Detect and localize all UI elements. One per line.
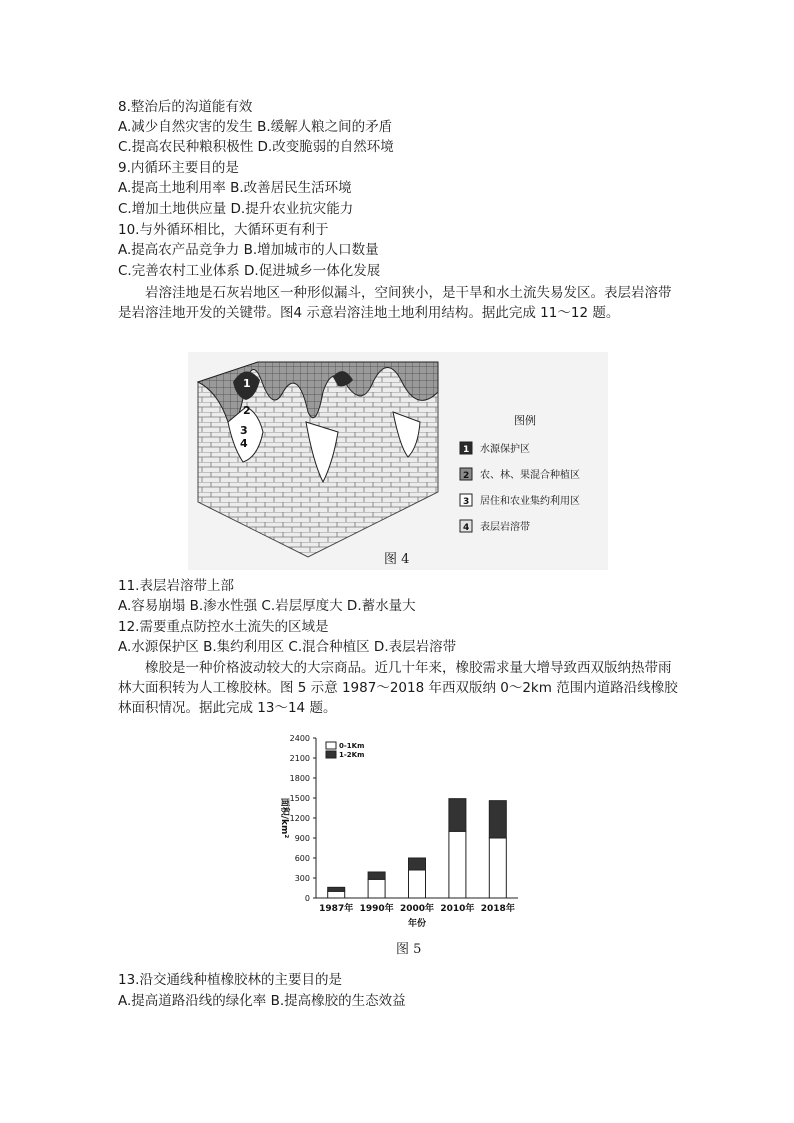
bar-1-2Km-2010年 xyxy=(449,799,466,832)
bar-1-2Km-2000年 xyxy=(409,858,426,870)
legend-label-2: 农、林、果混合种植区 xyxy=(480,470,580,481)
y-tick-label: 300 xyxy=(294,874,310,883)
legend-title: 图例 xyxy=(514,414,536,427)
chart-legend-swatch xyxy=(326,742,336,749)
y-tick-label: 0 xyxy=(304,894,310,903)
q13-options: A.提高道路沿线的绿化率 B.提高橡胶的生态效益 xyxy=(118,993,406,1009)
svg-text:1: 1 xyxy=(243,377,251,390)
y-tick-label: 1800 xyxy=(289,774,310,783)
q9-options-ab: A.提高土地利用率 B.改善居民生活环境 xyxy=(118,180,352,196)
q9-stem: 9.内循环主要目的是 xyxy=(118,160,239,176)
bar-0-1Km-1987年 xyxy=(328,891,345,898)
legend-label-4: 表层岩溶带 xyxy=(480,522,530,533)
bar-0-1Km-1990年 xyxy=(368,879,385,898)
legend-label-1: 水源保护区 xyxy=(480,444,530,455)
y-tick-label: 2100 xyxy=(289,754,310,763)
q8-options-cd: C.提高农民种粮积极性 D.改变脆弱的自然环境 xyxy=(118,139,394,155)
x-tick-label: 2018年 xyxy=(480,904,515,914)
q11-options: A.容易崩塌 B.渗水性强 C.岩层厚度大 D.蓄水量大 xyxy=(118,598,416,614)
legend-number-4: 4 xyxy=(463,523,470,533)
bar-1-2Km-1987年 xyxy=(328,887,345,891)
figure-5-caption: 图 5 xyxy=(396,942,422,957)
q8-stem: 8.整治后的沟道能有效 xyxy=(118,99,253,115)
bar-1-2Km-1990年 xyxy=(368,872,385,879)
svg-text:2: 2 xyxy=(243,404,251,417)
x-tick-label: 1987年 xyxy=(319,904,354,914)
figure-4-caption: 图 4 xyxy=(384,552,410,567)
y-tick-label: 1200 xyxy=(289,814,310,823)
q8-options-ab: A.减少自然灾害的发生 B.缓解人粮之间的矛盾 xyxy=(118,119,393,135)
y-tick-label: 600 xyxy=(294,854,310,863)
legend-label-3: 居住和农业集约利用区 xyxy=(480,496,580,507)
legend-number-1: 1 xyxy=(463,445,470,455)
q9-options-cd: C.增加土地供应量 D.提升农业抗灾能力 xyxy=(118,201,354,217)
q12-options: A.水源保护区 B.集约利用区 C.混合种植区 D.表层岩溶带 xyxy=(118,639,457,655)
karst-intro-paragraph: 岩溶洼地是石灰岩地区一种形似漏斗，空间狭小，是干旱和水土流失易发区。表层岩溶带是岩溶洼地开发的关键带。图4 示意岩溶洼地土地利用结构。据此完成 11～12 题。 xyxy=(118,285,672,321)
q10-stem: 10.与外循环相比，大循环更有利于 xyxy=(118,222,329,238)
bar-0-1Km-2000年 xyxy=(409,870,426,898)
chart-legend-label: 0-1Km xyxy=(339,742,365,750)
legend-number-3: 3 xyxy=(463,497,470,507)
bar-0-1Km-2010年 xyxy=(449,831,466,898)
rubber-intro-paragraph: 橡胶是一种价格波动较大的大宗商品。近几十年来，橡胶需求量大增导致西双版纳热带雨林大面积转为人工橡胶林。图 5 示意 1987～2018 年西双版纳 0～2km 范围内道路沿线橡胶林面积情况。据此完成 13～14 题。 xyxy=(118,660,678,716)
karst-block-diagram xyxy=(188,352,608,570)
q10-options-ab: A.提高农产品竞争力 B.增加城市的人口数量 xyxy=(118,242,379,258)
bar-1-2Km-2018年 xyxy=(489,801,506,838)
figure-5-rubber-chart xyxy=(268,730,538,958)
chart-legend-swatch xyxy=(326,751,336,758)
q10-options-cd: C.完善农村工业体系 D.促进城乡一体化发展 xyxy=(118,263,381,279)
q11-stem: 11.表层岩溶带上部 xyxy=(118,578,234,594)
q12-stem: 12.需要重点防控水土流失的区域是 xyxy=(118,619,329,635)
y-tick-label: 2400 xyxy=(289,734,310,743)
chart-legend-label: 1-2Km xyxy=(339,751,365,759)
legend-number-2: 2 xyxy=(463,471,470,481)
bar-0-1Km-2018年 xyxy=(489,838,506,898)
x-axis-label: 年份 xyxy=(407,919,427,929)
svg-text:3: 3 xyxy=(240,424,248,437)
svg-text:4: 4 xyxy=(240,437,248,450)
figure-4-karst-diagram xyxy=(188,352,608,570)
x-tick-label: 2000年 xyxy=(399,904,435,914)
x-tick-label: 2010年 xyxy=(440,904,475,914)
rubber-area-bar-chart xyxy=(268,730,538,935)
x-tick-label: 1990年 xyxy=(359,904,394,914)
y-tick-label: 900 xyxy=(294,834,310,843)
q13-stem: 13.沿交通线种植橡胶林的主要目的是 xyxy=(118,972,342,988)
y-tick-label: 1500 xyxy=(289,794,310,803)
figure-4-legend xyxy=(460,413,580,533)
y-axis-label: 面积/km² xyxy=(279,797,289,839)
